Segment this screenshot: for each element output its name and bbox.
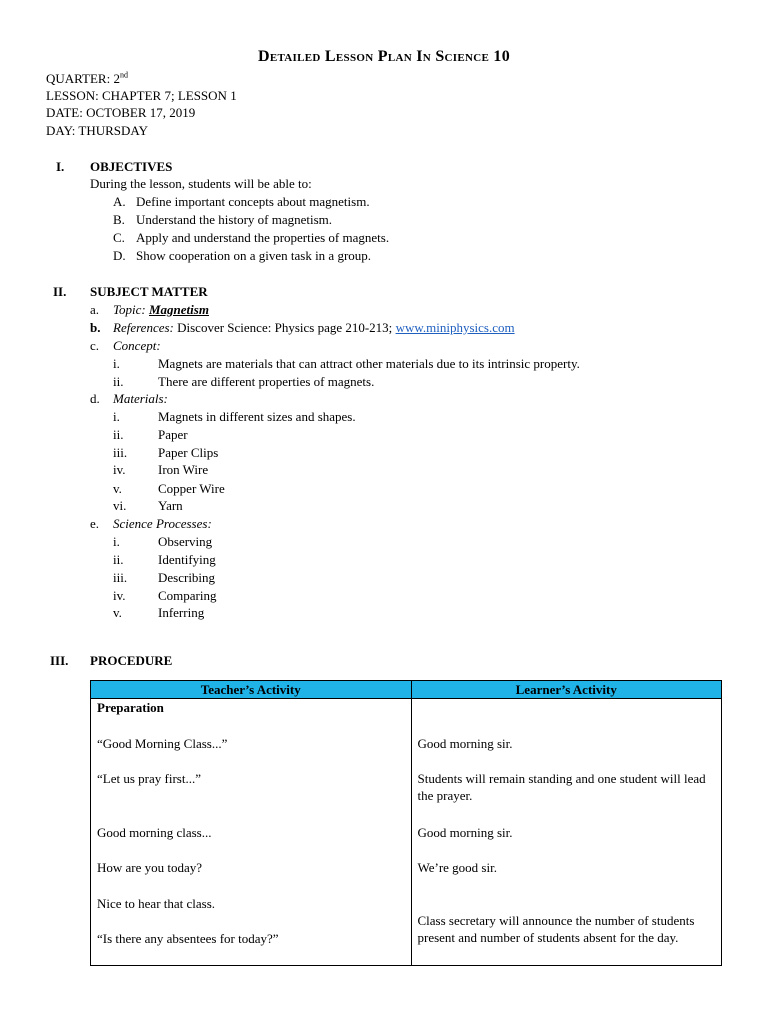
learner-cell [411, 824, 722, 859]
preparation-label: Preparation [97, 700, 164, 715]
quarter-text: QUARTER: 2 [46, 71, 120, 86]
materials-marker: d. [90, 391, 100, 406]
material-item-marker: ii. [113, 427, 124, 442]
objective-text: Show cooperation on a given task in a group. [136, 248, 372, 263]
teacher-activity-header: Teacher’s Activity [91, 681, 412, 699]
learner-activity-text: We’re good sir. [417, 860, 497, 875]
concept-marker: c. [90, 338, 100, 353]
table-row [91, 770, 722, 824]
processes-label: Science Processes: [113, 516, 212, 531]
concept-item-marker: ii. [113, 374, 124, 389]
learner-cell [411, 699, 722, 736]
references-link[interactable]: www.miniphysics.com [395, 320, 515, 335]
process-item-text: Identifying [158, 552, 216, 567]
process-item-text: Describing [158, 570, 216, 585]
learner-cell [411, 895, 722, 966]
objective-text: Understand the history of magnetism. [136, 212, 333, 227]
material-item-text: Paper [158, 427, 188, 442]
concept-item-text: There are different properties of magnets. [158, 374, 375, 389]
concept-item-text: Magnets are materials that can attract other materials due to its intrinsic property. [158, 356, 580, 371]
material-item-marker: iv. [113, 462, 126, 477]
teacher-activity-text: “Let us pray first...” [97, 771, 201, 786]
learner-cell [411, 735, 722, 770]
material-item-text: Iron Wire [158, 462, 209, 477]
subject-matter-numeral: II. [53, 284, 67, 299]
process-item-marker: iii. [113, 570, 128, 585]
process-item-marker: ii. [113, 552, 124, 567]
topic-marker: a. [90, 302, 100, 317]
procedure-table-header-row [91, 681, 722, 699]
material-item-marker: v. [113, 481, 122, 496]
teacher-cell [91, 770, 412, 824]
objective-marker: B. [113, 212, 125, 227]
teacher-activity-text: How are you today? [97, 860, 203, 875]
topic-value: Magnetism [149, 302, 209, 317]
topic-label: Topic: [113, 302, 146, 317]
objective-marker: A. [113, 194, 126, 209]
process-item-text: Inferring [158, 605, 205, 620]
objective-marker: C. [113, 230, 125, 245]
concept-item-marker: i. [113, 356, 120, 371]
topic-line [113, 301, 209, 318]
teacher-cell [91, 824, 412, 859]
objective-text: Apply and understand the properties of magnets. [136, 230, 390, 245]
process-item-marker: i. [113, 534, 120, 549]
learner-activity-text: Students will remain standing and one student will lead the prayer. [417, 771, 706, 803]
materials-label: Materials: [113, 391, 168, 406]
procedure-heading: PROCEDURE [90, 653, 173, 668]
process-item-text: Comparing [158, 588, 217, 603]
date-line: DATE: OCTOBER 17, 2019 [46, 105, 196, 120]
material-item-text: Magnets in different sizes and shapes. [158, 409, 356, 424]
concept-label: Concept: [113, 338, 161, 353]
process-item-marker: v. [113, 605, 122, 620]
teacher-cell [91, 735, 412, 770]
objective-marker: D. [113, 248, 126, 263]
procedure-numeral: III. [50, 653, 69, 668]
table-row [91, 699, 722, 736]
material-item-text: Copper Wire [158, 481, 225, 496]
learner-activity-text: Class secretary will announce the number of students present and number of students absent for the day. [417, 913, 695, 945]
material-item-marker: i. [113, 409, 120, 424]
objectives-heading: OBJECTIVES [90, 159, 173, 174]
material-item-text: Yarn [158, 498, 183, 513]
objectives-intro: During the lesson, students will be able to: [90, 176, 312, 191]
learner-cell [411, 859, 722, 895]
material-item-marker: vi. [113, 498, 127, 513]
table-row [91, 859, 722, 895]
document-title: Detailed Lesson Plan In Science 10 [257, 48, 511, 65]
references-label: References: [113, 320, 174, 335]
material-item-marker: iii. [113, 445, 128, 460]
processes-marker: e. [90, 516, 100, 531]
quarter-line [46, 70, 128, 87]
procedure-table [90, 680, 722, 966]
objectives-numeral: I. [56, 159, 65, 174]
learner-activity-text: Good morning sir. [417, 825, 513, 840]
teacher-activity-text: “Good Morning Class...” [97, 736, 228, 751]
teacher-cell [91, 699, 412, 736]
table-row [91, 895, 722, 966]
process-item-marker: iv. [113, 588, 126, 603]
learner-activity-header: Learner’s Activity [411, 681, 722, 699]
learner-activity-text: Good morning sir. [417, 736, 513, 751]
learner-cell [411, 770, 722, 824]
lesson-line: LESSON: CHAPTER 7; LESSON 1 [46, 88, 237, 103]
teacher-cell [91, 859, 412, 895]
subject-matter-heading: SUBJECT MATTER [90, 284, 208, 299]
quarter-ordinal: nd [119, 70, 128, 80]
teacher-activity-text: “Is there any absentees for today?” [97, 931, 279, 946]
process-item-text: Observing [158, 534, 213, 549]
references-value: Discover Science: Physics page 210-213; [177, 320, 393, 335]
objective-text: Define important concepts about magnetism. [136, 194, 370, 209]
table-row [91, 735, 722, 770]
table-row [91, 824, 722, 859]
references-line [113, 319, 515, 336]
teacher-activity-text: Good morning class... [97, 825, 212, 840]
material-item-text: Paper Clips [158, 445, 219, 460]
teacher-activity-text: Nice to hear that class. [97, 896, 216, 911]
day-line: DAY: THURSDAY [46, 123, 148, 138]
teacher-cell [91, 895, 412, 966]
references-marker: b. [90, 320, 101, 335]
